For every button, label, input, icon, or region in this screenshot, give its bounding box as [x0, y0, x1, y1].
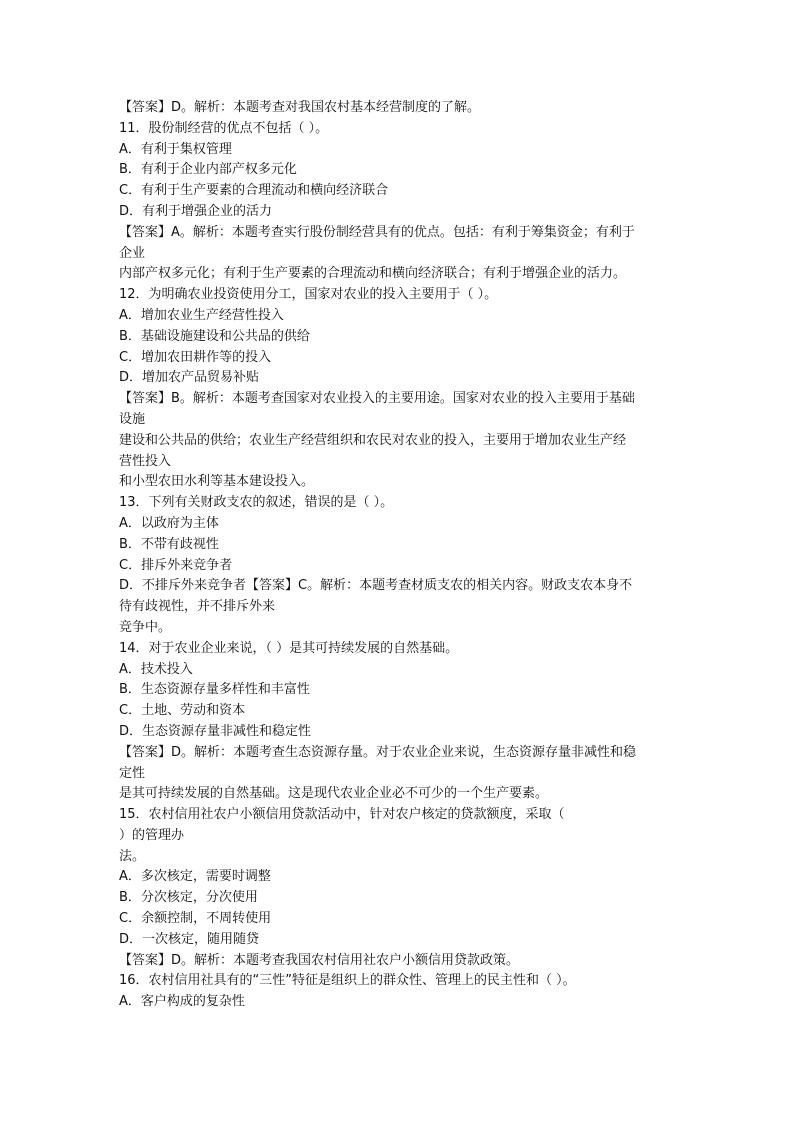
text-line: 【答案】D。解析：本题考查我国农村信用社农户小额信用贷款政策。 [119, 952, 520, 968]
text-line: D．有利于增强企业的活力 [119, 203, 273, 219]
text-line: C．增加农田耕作等的投入 [119, 349, 272, 365]
text-line: C．土地、劳动和资本 [119, 703, 246, 719]
text-line: 和小型农田水利等基本建设投入。 [119, 474, 315, 490]
text-line: 企业 [119, 245, 146, 261]
text-line: 【答案】D。解析：本题考查生态资源存量。对于农业企业来说，生态资源存量非减性和稳 [119, 744, 637, 760]
text-line: 是其可持续发展的自然基础。这是现代农业企业必不可少的一个生产要素。 [119, 786, 549, 802]
text-line: 【答案】B。解析：本题考查国家对农业投入的主要用途。国家对农业的投入主要用于基础 [119, 391, 635, 407]
text-line: 11．股份制经营的优点不包括（ ）。 [119, 120, 329, 136]
text-line: B．基础设施建设和公共品的供给 [119, 328, 310, 344]
text-line: A．以政府为主体 [119, 515, 219, 531]
text-line: 【答案】D。解析：本题考查对我国农村基本经营制度的了解。 [119, 100, 481, 115]
text-line: A．有利于集权管理 [119, 141, 232, 157]
text-line: 定性 [119, 765, 146, 781]
text-line: D．生态资源存量非减性和稳定性 [119, 723, 312, 739]
text-line: 16．农村信用社具有的“三性”特征是组织上的群众性、管理上的民主性和（ ）。 [119, 973, 576, 989]
text-line: B．分次核定，分次使用 [119, 890, 258, 906]
text-line: C．余额控制，不周转使用 [119, 911, 272, 927]
text-line: ）的管理办 [119, 827, 185, 843]
text-line: 法。 [119, 848, 146, 864]
text-line: 12．为明确农业投资使用分工，国家对农业的投入主要用于（ ）。 [119, 287, 498, 303]
text-line: B．不带有歧视性 [119, 536, 219, 552]
text-line: 待有歧视性，并不排斥外来 [119, 599, 276, 615]
text-line: 内部产权多元化；有利于生产要素的合理流动和横向经济联合；有利于增强企业的活力。 [119, 266, 627, 282]
text-line: 建设和公共品的供给；农业生产经营组织和农民对农业的投入，主要用于增加农业生产经 [119, 432, 627, 448]
text-line: A．增加农业生产经营性投入 [119, 307, 284, 323]
text-line: A．客户构成的复杂性 [119, 994, 245, 1010]
text-line: 营性投入 [119, 453, 172, 469]
text-line: 15．农村信用社农户小额信用贷款活动中，针对农户核定的贷款额度，采取（ [119, 807, 565, 823]
document-body [119, 98, 679, 1013]
text-line: A．技术投入 [119, 661, 193, 677]
text-line: B．有利于企业内部产权多元化 [119, 162, 297, 178]
text-line: A．多次核定，需要时调整 [119, 869, 271, 885]
text-line: 设施 [119, 411, 146, 427]
text-line: 【答案】A。解析：本题考查实行股份制经营具有的优点。包括：有利于筹集资金；有利于 [119, 224, 635, 240]
text-line: B．生态资源存量多样性和丰富性 [119, 682, 310, 698]
text-line: 竞争中。 [119, 619, 172, 635]
text-line: D．一次核定，随用随贷 [119, 931, 260, 947]
text-line: 13．下列有关财政支农的叙述，错误的是（ ）。 [119, 495, 394, 511]
text-line: D．不排斥外来竞争者【答案】C。解析：本题考查材质支农的相关内容。财政支农本身不 [119, 578, 633, 594]
text-line: C．有利于生产要素的合理流动和横向经济联合 [119, 183, 389, 199]
text-line: 14．对于农业企业来说，（ ）是其可持续发展的自然基础。 [119, 640, 459, 656]
text-line: D．增加农产品贸易补贴 [119, 370, 260, 386]
text-line: C．排斥外来竞争者 [119, 557, 233, 573]
